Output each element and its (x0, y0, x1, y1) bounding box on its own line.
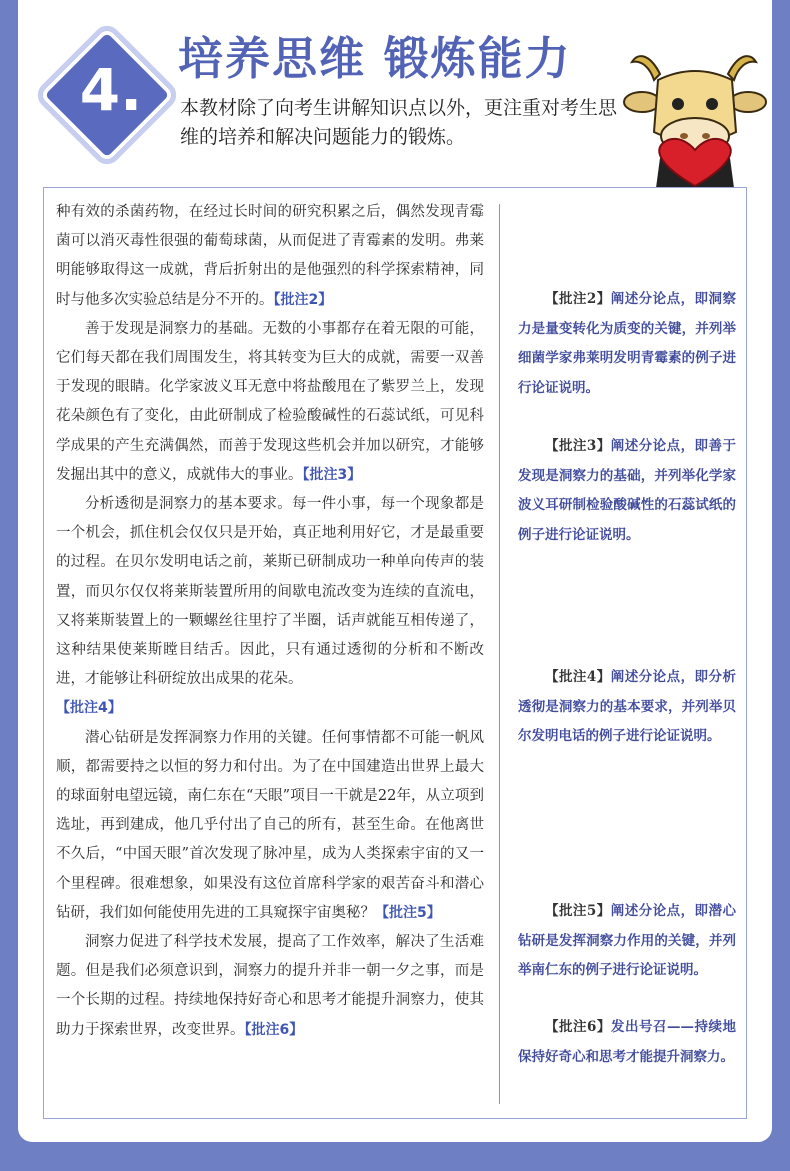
section-intro: 本教材除了向考生讲解知识点以外，更注重对考生思维的培养和解决问题能力的锻炼。 (180, 97, 618, 148)
side-note-5-tag: 【批注5】 (545, 903, 611, 919)
paragraph-5-text: 洞察力促进了科学技术发展，提高了工作效率，解决了生活难题。但是我们必须意识到，洞察力的提升并非一朝一夕之事，而是一个长期的过程。持续地保持好奇心和思考才能提升洞察力，使其助力于探索世界，改变世界。 (56, 934, 484, 1038)
side-note-3-text: 阐述分论点，即善于发现是洞察力的基础，并列举化学家波义耳研制检验酸碱性的石蕊试纸的例子进行论证说明。 (518, 438, 736, 543)
annotation-tag-2: 【批注2】 (273, 291, 333, 308)
side-note-5-text: 阐述分论点，即潜心钻研是发挥洞察力作用的关键，并列举南仁东的例子进行论证说明。 (518, 903, 736, 978)
side-note-3-tag: 【批注3】 (545, 438, 611, 454)
divider-line (499, 204, 500, 1104)
paragraph-3-text: 分析透彻是洞察力的基本要求。每一件小事，每一个现象都是一个机会，抓住机会仅仅只是开始，真正地利用好它，才是最重要的过程。在贝尔发明电话之前，莱斯已研制成功一种单向传声的装置，而贝尔仅仅将莱斯装置所用的间歇电流改变为连续的直流电，又将莱斯装置上的一颗螺丝往里拧了半圈，话声就能互相传递了，这种结果使莱斯瞠目结舌。因此，只有通过透彻的分析和不断改进，才能够让科研绽放出成果的花朵。 (56, 496, 484, 688)
cow-mascot-icon (620, 40, 770, 188)
paragraph-4 (56, 724, 484, 928)
paragraph-2-text: 善于发现是洞察力的基础。无数的小事都存在着无限的可能，它们每天都在我们周围发生，将其转变为巨大的成就，需要一双善于发现的眼睛。化学家波义耳无意中将盐酸甩在了紫罗兰上，发现花朵颜色有了变化，由此研制成了检验酸碱性的石蕊试纸，可见科学成果的产生充满偶然，而善于发现这些机会并加以研究，才能够发掘出其中的意义，成就伟大的事业。 (56, 320, 484, 483)
side-note-2-tag: 【批注2】 (545, 291, 611, 307)
side-note-5 (518, 897, 736, 986)
paragraph-2 (56, 315, 484, 490)
paragraph-1-text: 种有效的杀菌药物，在经过长时间的研究积累之后，偶然发现青霉菌可以消灭毒性很强的葡萄球菌，从而促进了青霉素的发明。弗莱明能够取得这一成就，背后折射出的是他强烈的科学探索精神，同时与他多次实验总结是分不开的。 (56, 204, 484, 308)
paragraph-5 (56, 928, 484, 1045)
side-note-3 (518, 432, 736, 550)
side-note-6-text: 发出号召——持续地保持好奇心和思考才能提升洞察力。 (518, 1019, 736, 1065)
annotation-tag-6: 【批注6】 (244, 1021, 304, 1038)
annotation-tag-3: 【批注3】 (302, 466, 362, 483)
annotation-tag-5: 【批注5】 (375, 904, 441, 921)
content-box (43, 187, 747, 1119)
side-note-4-text: 阐述分论点，即分析透彻是洞察力的基本要求，并列举贝尔发明电话的例子进行论证说明。 (518, 669, 736, 744)
paragraph-4-text: 潜心钻研是发挥洞察力作用的关键。任何事情都不可能一帆风顺，都需要持之以恒的努力和付出。为了在中国建造出世界上最大的球面射电望远镜，南仁东在“天眼”项目一干就是22年，从立项到选址，再到建成，他几乎付出了自己的所有，甚至生命。在他离世不久后，“中国天眼”首次发现了脉冲星，成为人类探索宇宙的又一个里程碑。很难想象，如果没有这位首席科学家的艰苦奋斗和潜心钻研，我们如何能使用先进的工具窥探宇宙奥秘？ (56, 729, 484, 921)
side-note-6-tag: 【批注6】 (545, 1019, 611, 1035)
side-note-4-tag: 【批注4】 (545, 669, 611, 685)
essay-text (56, 198, 484, 1045)
side-note-2 (518, 285, 736, 403)
section-number: 4. (79, 56, 143, 124)
annotation-tag-4: 【批注4】 (56, 700, 122, 717)
side-note-2-text: 阐述分论点，即洞察力是量变转化为质变的关键，并列举细菌学家弗莱明发明青霉素的例子进行论证说明。 (518, 291, 736, 396)
paragraph-3 (56, 490, 484, 724)
side-note-6 (518, 1013, 736, 1072)
side-note-4 (518, 663, 736, 752)
section-title: 培养思维 锻炼能力 (178, 32, 572, 85)
paragraph-1 (56, 198, 484, 315)
